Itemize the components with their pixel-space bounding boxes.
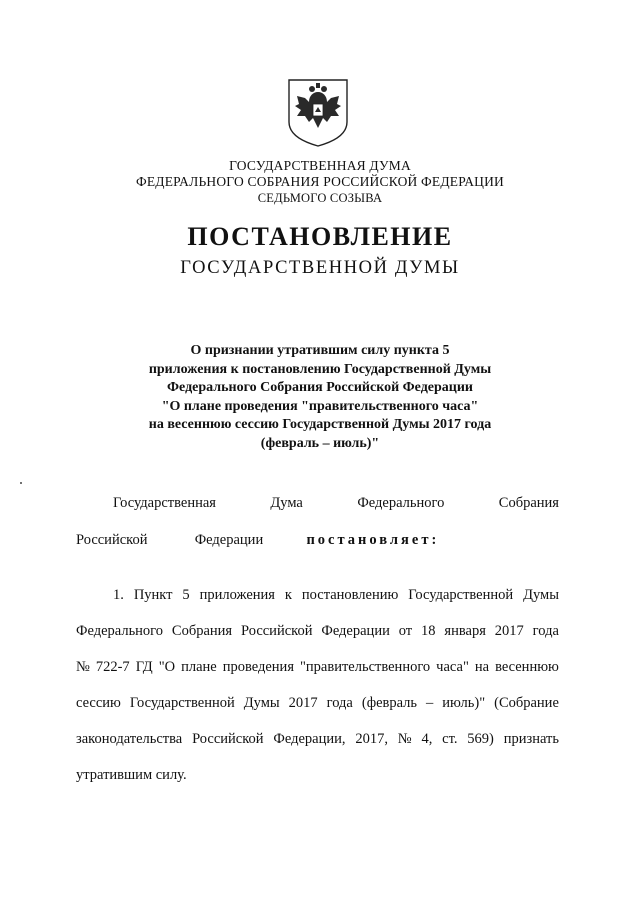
title-line: О признании утратившим силу пункта 5 [190,343,450,358]
clause1-line-3 [76,659,559,676]
word: 722-7 [95,659,130,675]
word: проведения [222,659,294,675]
word: января [444,623,486,639]
word: 18 [421,623,436,639]
word: Российской [192,731,264,747]
word: Дума [270,495,303,511]
word: Пункт [133,587,173,603]
word: к [284,587,292,603]
word: сессию [76,695,121,711]
word: июль)" [442,695,486,711]
state-emblem-icon [283,76,353,148]
word: № [397,731,412,747]
word: 4, [421,731,433,747]
word: Государственная [113,495,216,511]
document-subtype-heading: ГОСУДАРСТВЕННОЙ ДУМЫ [180,258,460,278]
word: на [474,659,490,675]
word: Российской [76,532,148,548]
word: Российской [241,623,313,639]
word: часа" [436,659,469,675]
word: – [426,695,434,711]
word: постановлению [301,587,399,603]
org-line-3: СЕДЬМОГО СОЗЫВА [257,191,383,205]
word: (февраль [361,695,418,711]
word: от [398,623,413,639]
word: плане [181,659,217,675]
preamble-line-1 [113,495,559,512]
decree-word: постановляет [306,532,432,548]
word: Федерации [321,623,390,639]
word: года [326,695,353,711]
word: года [532,623,559,639]
word: Государственной [408,587,514,603]
word: ГД [135,659,153,675]
word: Собрания [498,495,559,511]
word: 5 [182,587,190,603]
clause1-line-6: утратившим силу. [76,767,187,783]
word: 569) [467,731,494,747]
title-line: приложения к постановлению Государственной Думы [148,361,492,377]
word: Собрания [171,623,233,639]
word: законодательства [76,731,183,747]
word: (Собрание [494,695,559,711]
word: 1. [113,587,124,603]
org-line-1: ГОСУДАРСТВЕННАЯ ДУМА [229,158,411,173]
title-line: на весеннюю сессию Государственной Думы 2017 года [148,417,492,433]
word: 2017 [288,695,318,711]
title-line: Федерального Собрания Российской Федерации [167,380,473,396]
word: Федерации [194,532,264,548]
word: "О [158,659,176,675]
word: "правительственного [300,659,431,675]
word: Федерального [357,495,445,511]
clause1-line-2 [76,623,559,640]
org-line-2: ФЕДЕРАЛЬНОГО СОБРАНИЯ РОССИЙСКОЙ ФЕДЕРАЦИИ [136,174,504,189]
clause1-line-1 [113,587,559,604]
title-line: "О плане проведения "правительственного часа" [161,398,479,414]
scan-speck [20,482,22,484]
word: Государственной [129,695,235,711]
word: Думы [243,695,280,711]
word: признать [503,731,559,747]
clause1-line-4 [76,695,559,712]
preamble-line-2 [76,532,439,549]
document-title [0,342,640,454]
word: весеннюю [495,659,559,675]
word: Думы [523,587,559,603]
clause1-line-5 [76,731,559,748]
decree-colon: : [431,532,440,548]
word: Федерации, [273,731,346,747]
word: № [76,659,90,675]
title-line: (февраль – июль)" [260,435,380,451]
word: ст. [442,731,458,747]
word: 2017, [355,731,388,747]
word: приложения [199,587,275,603]
word: 2017 [494,623,524,639]
document-type-heading: ПОСТАНОВЛЕНИЕ [187,222,453,251]
word: Федерального [76,623,164,639]
